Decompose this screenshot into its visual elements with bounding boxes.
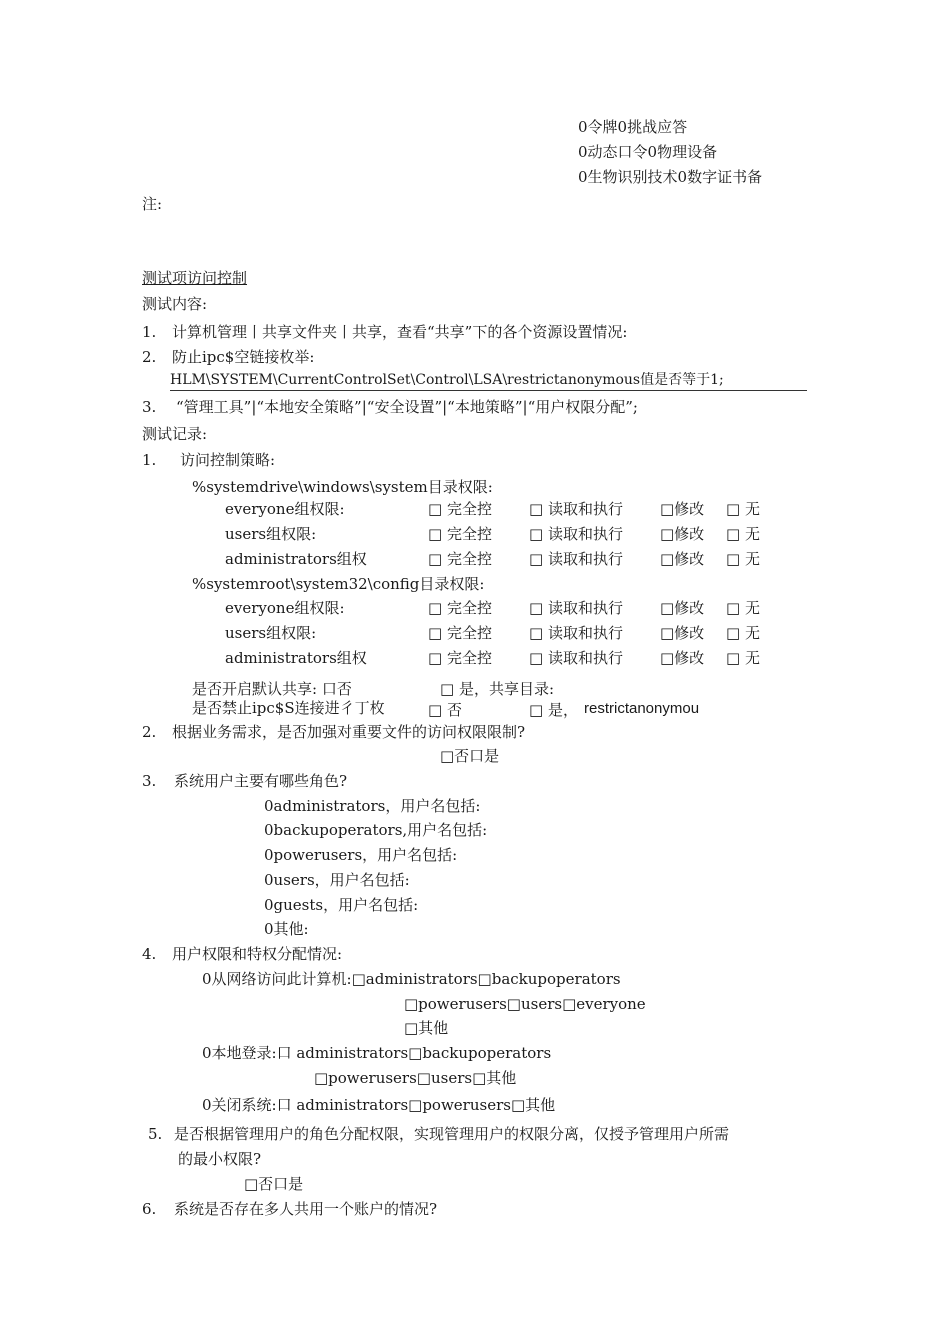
- q3-role-other[interactable]: 0其他:: [264, 920, 309, 938]
- section-title: 测试项访问控制: [142, 269, 248, 287]
- dir1-admins-none[interactable]: □ 无: [726, 550, 760, 568]
- dir2-everyone-read-exec[interactable]: □ 读取和执行: [529, 599, 623, 617]
- content-item-num-1: 1.: [142, 323, 157, 341]
- q2-answer[interactable]: □否口是: [440, 747, 500, 765]
- q5-num: 5.: [148, 1125, 163, 1143]
- ipc-question: 是否禁止ipc$S连接进彳丁枚: [192, 699, 385, 717]
- q6-num: 6.: [142, 1200, 157, 1218]
- dir1-everyone-none[interactable]: □ 无: [726, 500, 760, 518]
- q2-num: 2.: [142, 723, 157, 741]
- q1-num: 1.: [142, 451, 157, 469]
- ipc-restrictanonymous: restrictanonymou: [584, 700, 700, 717]
- dir1-label: %systemdrive\windows\system目录权限:: [192, 478, 493, 496]
- dir2-users-full-control[interactable]: □ 完全控: [428, 624, 492, 642]
- content-item-3: “管理工具”|“本地安全策略”|“安全设置”|“本地策略”|“用户权限分配”;: [176, 398, 638, 416]
- q3-num: 3.: [142, 772, 157, 790]
- q4-text: 用户权限和特权分配情况:: [172, 945, 343, 963]
- q2-text: 根据业务需求，是否加强对重要文件的访问权限限制?: [172, 723, 526, 741]
- q3-role-backupoperators[interactable]: 0backupoperators,用户名包括:: [264, 821, 488, 839]
- dir2-everyone-modify[interactable]: □修改: [660, 599, 705, 617]
- q5-text-line-1: 是否根据管理用户的角色分配权限，实现管理用户的权限分离，仅授予管理用户所需: [174, 1125, 730, 1143]
- dir2-users-read-exec[interactable]: □ 读取和执行: [529, 624, 623, 642]
- auth-option-line-3: 0生物识别技术0数字证书备: [578, 168, 763, 186]
- q4-network-access-3[interactable]: □其他: [404, 1019, 449, 1037]
- q5-text-line-2: 的最小权限?: [178, 1150, 262, 1168]
- dir2-everyone-full-control[interactable]: □ 完全控: [428, 599, 492, 617]
- divider-line: [170, 390, 807, 391]
- record-label: 测试记录:: [142, 425, 208, 443]
- dir2-admins-full-control[interactable]: □ 完全控: [428, 649, 492, 667]
- dir1-everyone-read-exec[interactable]: □ 读取和执行: [529, 500, 623, 518]
- ipc-no[interactable]: □ 否: [428, 701, 462, 719]
- default-share-question[interactable]: 是否开启默认共享: 口否: [192, 680, 352, 698]
- q3-role-users[interactable]: 0users，用户名包括:: [264, 871, 410, 889]
- q3-text: 系统用户主要有哪些角色?: [174, 772, 348, 790]
- q4-num: 4.: [142, 945, 157, 963]
- q4-network-access-2[interactable]: □powerusers□users□everyone: [404, 995, 646, 1013]
- dir1-users-read-exec[interactable]: □ 读取和执行: [529, 525, 623, 543]
- dir1-users-modify[interactable]: □修改: [660, 525, 705, 543]
- dir2-everyone-label: everyone组权限:: [225, 599, 345, 617]
- dir1-admins-label: administrators组权: [225, 550, 367, 568]
- dir1-everyone-full-control[interactable]: □ 完全控: [428, 500, 492, 518]
- dir2-users-modify[interactable]: □修改: [660, 624, 705, 642]
- dir1-admins-modify[interactable]: □修改: [660, 550, 705, 568]
- q4-network-access-1[interactable]: 0从网络访问此计算机:□administrators□backupoperators: [202, 970, 621, 988]
- auth-option-line-1: 0令牌0挑战应答: [578, 118, 688, 136]
- q3-role-guests[interactable]: 0guests，用户名包括:: [264, 896, 419, 914]
- dir2-admins-modify[interactable]: □修改: [660, 649, 705, 667]
- q5-answer[interactable]: □否口是: [244, 1175, 304, 1193]
- q4-local-logon-2[interactable]: □powerusers□users□其他: [314, 1069, 517, 1087]
- dir1-admins-full-control[interactable]: □ 完全控: [428, 550, 492, 568]
- q1-title: 访问控制策略:: [180, 451, 276, 469]
- q4-shutdown[interactable]: 0关闭系统:口 administrators□powerusers□其他: [202, 1096, 556, 1114]
- dir2-users-label: users组权限:: [225, 624, 317, 642]
- content-item-num-3: 3.: [142, 398, 157, 416]
- dir1-everyone-label: everyone组权限:: [225, 500, 345, 518]
- dir2-users-none[interactable]: □ 无: [726, 624, 760, 642]
- dir2-admins-none[interactable]: □ 无: [726, 649, 760, 667]
- dir1-users-full-control[interactable]: □ 完全控: [428, 525, 492, 543]
- dir2-admins-label: administrators组权: [225, 649, 367, 667]
- registry-path: HLM\SYSTEM\CurrentControlSet\Control\LSA\restrictanonymous值是否等于1;: [170, 372, 724, 388]
- dir1-everyone-modify[interactable]: □修改: [660, 500, 705, 518]
- note-label: 注:: [142, 195, 163, 213]
- auth-option-line-2: 0动态口令0物理设备: [578, 143, 718, 161]
- content-label: 测试内容:: [142, 295, 208, 313]
- content-item-2: 防止ipc$空链接枚举:: [172, 348, 315, 366]
- content-item-1: 计算机管理丨共享文件夹丨共享，查看“共享”下的各个资源设置情况:: [172, 323, 628, 341]
- dir2-admins-read-exec[interactable]: □ 读取和执行: [529, 649, 623, 667]
- q6-text: 系统是否存在多人共用一个账户的情况?: [174, 1200, 438, 1218]
- default-share-yes[interactable]: □ 是，共享目录:: [440, 680, 554, 698]
- dir1-users-none[interactable]: □ 无: [726, 525, 760, 543]
- q3-role-powerusers[interactable]: 0powerusers，用户名包括:: [264, 846, 458, 864]
- dir2-everyone-none[interactable]: □ 无: [726, 599, 760, 617]
- dir1-users-label: users组权限:: [225, 525, 317, 543]
- ipc-yes[interactable]: □ 是，: [529, 701, 578, 719]
- q4-local-logon-1[interactable]: 0本地登录:口 administrators□backupoperators: [202, 1044, 552, 1062]
- q3-role-administrators[interactable]: 0administrators，用户名包括:: [264, 797, 481, 815]
- content-item-num-2: 2.: [142, 348, 157, 366]
- dir2-label: %systemroot\system32\config目录权限:: [192, 575, 485, 593]
- dir1-admins-read-exec[interactable]: □ 读取和执行: [529, 550, 623, 568]
